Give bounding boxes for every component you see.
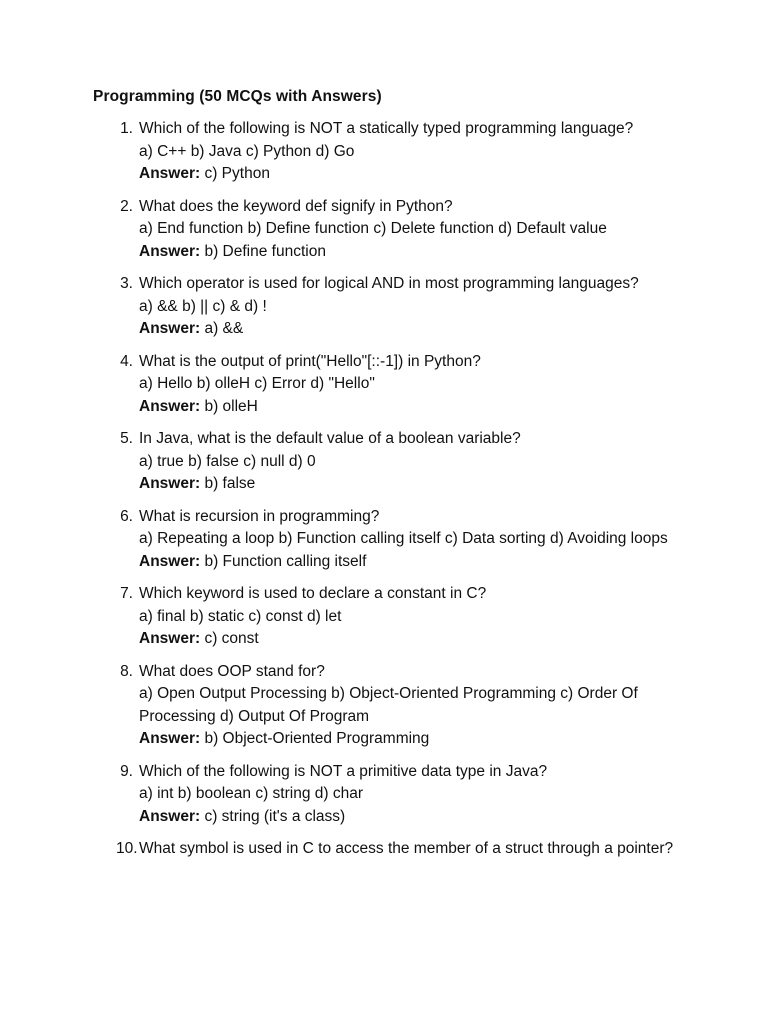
question-options: a) int b) boolean c) string d) char <box>139 785 363 802</box>
question-item <box>93 196 683 264</box>
answer-label: Answer: <box>139 630 201 647</box>
question-text: What symbol is used in C to access the member of a struct through a pointer? <box>139 840 674 857</box>
question-text: Which of the following is NOT a statically typed programming language? <box>139 120 634 137</box>
answer-value: c) const <box>200 630 259 647</box>
question-number: 8. <box>120 662 133 680</box>
question-text: What is the output of print("Hello"[::-1]) in Python? <box>139 352 481 370</box>
question-answer <box>139 728 683 751</box>
question-text: In Java, what is the default value of a boolean variable? <box>139 430 521 447</box>
question-options: a) true b) false c) null d) 0 <box>139 452 316 470</box>
answer-label: Answer: <box>139 807 201 825</box>
answer-label: Answer: <box>139 397 201 415</box>
question-item <box>93 761 683 829</box>
answer-value: b) Function calling itself <box>200 552 367 570</box>
question-options: a) C++ b) Java c) Python d) Go <box>139 142 355 160</box>
question-text: What does OOP stand for? <box>139 662 325 680</box>
question-item <box>93 838 683 861</box>
answer-value: b) Object-Oriented Programming <box>200 730 430 747</box>
answer-label: Answer: <box>139 552 201 570</box>
question-item <box>93 661 683 751</box>
question-text: Which keyword is used to declare a constant in C? <box>139 585 487 602</box>
answer-label: Answer: <box>139 165 201 182</box>
question-options: a) Hello b) olleH c) Error d) "Hello" <box>139 375 375 392</box>
question-answer <box>139 163 683 186</box>
question-text: Which of the following is NOT a primitive data type in Java? <box>139 762 548 780</box>
answer-value: b) olleH <box>200 397 258 415</box>
question-options: a) final b) static c) const d) let <box>139 607 342 625</box>
question-number: 7. <box>120 585 133 602</box>
question-item <box>93 351 683 419</box>
question-number: 9. <box>120 762 133 780</box>
question-item <box>93 583 683 651</box>
question-item <box>93 118 683 186</box>
question-answer <box>139 473 683 496</box>
document-title: Programming (50 MCQs with Answers) <box>93 88 382 105</box>
question-number: 10. <box>116 840 138 857</box>
question-text: What is recursion in programming? <box>139 507 380 525</box>
question-options: a) End function b) Define function c) Delete function d) Default value <box>139 220 607 237</box>
answer-value: a) && <box>200 320 244 337</box>
question-text: What does the keyword def signify in Python? <box>139 197 453 215</box>
answer-label: Answer: <box>139 475 201 492</box>
question-answer <box>139 318 683 341</box>
question-number: 5. <box>120 430 133 447</box>
question-options: a) Open Output Processing b) Object-Oriented Programming c) Order Of Processing d) Output Of Program <box>139 685 638 725</box>
question-list <box>93 118 683 871</box>
question-answer <box>139 628 683 651</box>
question-number: 2. <box>120 197 133 215</box>
answer-label: Answer: <box>139 242 201 260</box>
answer-value: c) string (it's a class) <box>200 807 346 825</box>
question-options: a) Repeating a loop b) Function calling itself c) Data sorting d) Avoiding loops <box>139 530 668 547</box>
answer-value: c) Python <box>200 165 270 182</box>
question-answer <box>139 241 683 264</box>
answer-label: Answer: <box>139 730 201 747</box>
question-answer <box>139 806 683 829</box>
question-number: 4. <box>120 352 133 370</box>
question-answer <box>139 396 683 419</box>
answer-value: b) Define function <box>200 242 326 260</box>
answer-label: Answer: <box>139 320 201 337</box>
question-number: 1. <box>120 120 133 137</box>
question-item <box>93 428 683 496</box>
question-number: 6. <box>120 507 133 525</box>
question-item <box>93 273 683 341</box>
question-item <box>93 506 683 574</box>
question-options: a) && b) || c) & d) ! <box>139 297 267 315</box>
question-answer <box>139 551 683 574</box>
answer-value: b) false <box>200 475 256 492</box>
question-number: 3. <box>120 275 133 292</box>
question-text: Which operator is used for logical AND in most programming languages? <box>139 275 639 292</box>
